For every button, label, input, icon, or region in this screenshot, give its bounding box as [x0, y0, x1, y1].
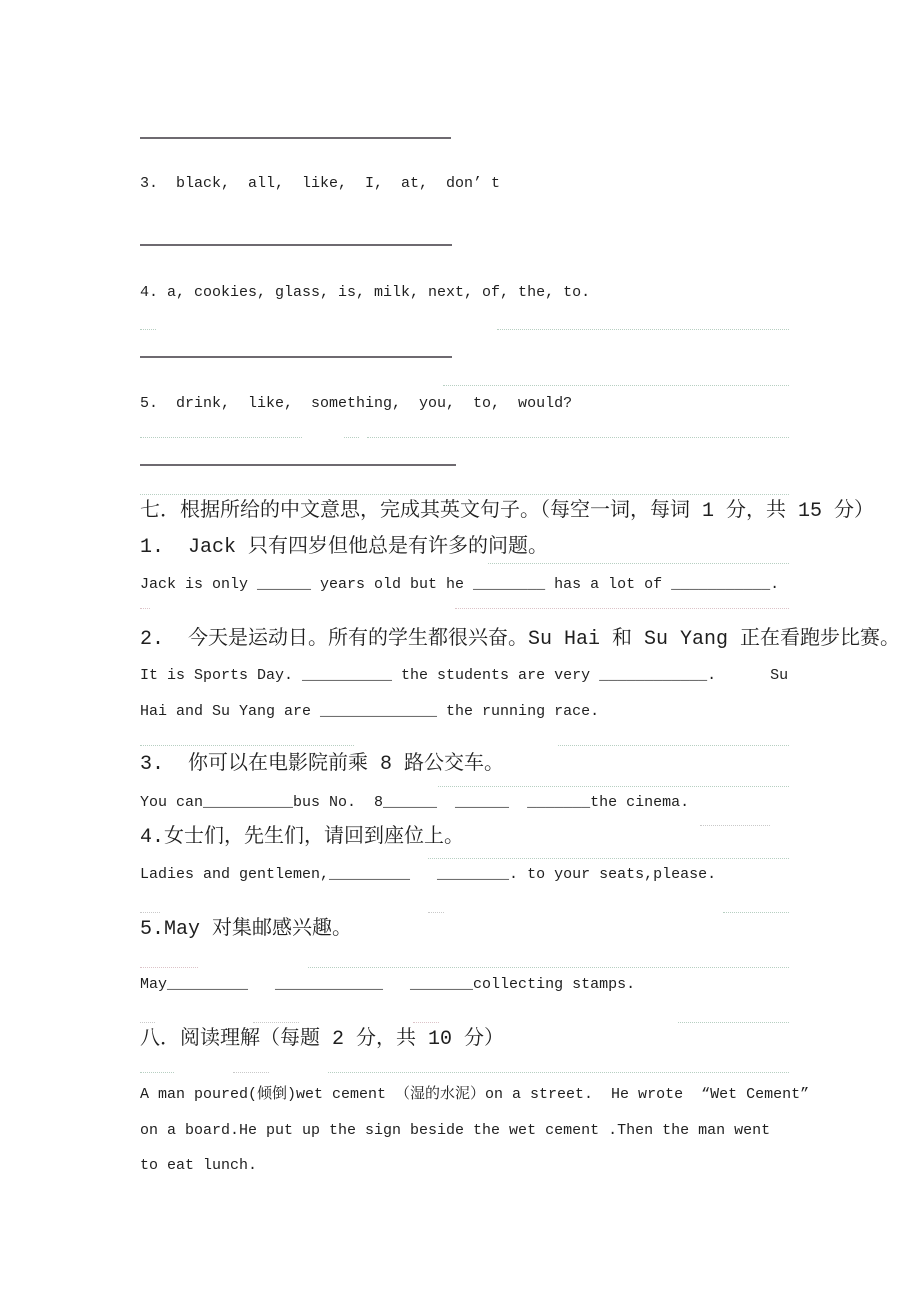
word-order-item: 3. black, all, like, I, at, don’ t	[140, 175, 501, 192]
grid-artifact-line	[140, 967, 198, 968]
grid-artifact-line	[413, 1022, 439, 1023]
grid-artifact-line	[497, 329, 789, 330]
grid-artifact-line	[140, 1022, 155, 1023]
grid-artifact-line	[328, 1072, 789, 1073]
grid-artifact-line	[488, 563, 789, 564]
grid-artifact-line	[438, 786, 789, 787]
grid-artifact-line	[558, 745, 789, 746]
item-2-english-line-2: Hai and Su Yang are _____________ the running race.	[140, 703, 600, 720]
grid-artifact-line	[344, 437, 359, 438]
grid-artifact-line	[140, 329, 156, 330]
item-1-chinese: 1. Jack 只有四岁但他总是有许多的问题。	[140, 536, 549, 559]
grid-artifact-line	[723, 912, 789, 913]
grid-artifact-line	[678, 1022, 789, 1023]
section-seven-heading: 七．根据所给的中文意思，完成其英文句子。（每空一词，每词 1 分，共 15 分）	[140, 500, 875, 523]
item-5-chinese: 5.May 对集邮感兴趣。	[140, 918, 353, 941]
grid-artifact-line	[140, 1072, 174, 1073]
item-2-english-line-1: It is Sports Day. __________ the students are very ____________. Su	[140, 667, 789, 684]
passage-line-3: to eat lunch.	[140, 1157, 258, 1174]
grid-artifact-line	[140, 745, 354, 746]
word-order-item: 4. a, cookies, glass, is, milk, next, of, the, to.	[140, 284, 591, 301]
answer-blank-line	[140, 464, 456, 466]
section-eight-heading: 八．阅读理解（每题 2 分，共 10 分）	[140, 1028, 505, 1051]
answer-blank-line	[140, 244, 452, 246]
grid-artifact-line	[367, 437, 789, 438]
grid-artifact-line	[700, 825, 770, 826]
grid-artifact-line	[443, 385, 789, 386]
grid-artifact-line	[140, 437, 302, 438]
answer-blank-line	[140, 137, 451, 139]
item-3-chinese: 3. 你可以在电影院前乘 8 路公交车。	[140, 753, 505, 776]
grid-artifact-line	[428, 858, 789, 859]
grid-artifact-line	[428, 912, 444, 913]
word-order-item: 5. drink, like, something, you, to, would?	[140, 395, 573, 412]
passage-line-1: A man poured(倾倒)wet cement （湿的水泥）on a street. He wrote “Wet Cement”	[140, 1086, 810, 1103]
item-1-english: Jack is only ______ years old but he ________ has a lot of ___________.	[140, 576, 780, 593]
item-4-chinese: 4.女士们，先生们，请回到座位上。	[140, 826, 465, 849]
grid-artifact-line	[140, 494, 789, 495]
passage-line-2: on a board.He put up the sign beside the wet cement .Then the man went	[140, 1122, 771, 1139]
grid-artifact-line	[455, 608, 789, 609]
grid-artifact-line	[308, 967, 789, 968]
grid-artifact-line	[253, 1022, 299, 1023]
grid-artifact-line	[140, 912, 160, 913]
grid-artifact-line	[233, 1072, 269, 1073]
item-4-english: Ladies and gentlemen,_________ ________. to your seats,please.	[140, 866, 717, 883]
answer-blank-line	[140, 356, 452, 358]
item-3-english: You can__________bus No. 8______ ______ _______the cinema.	[140, 794, 690, 811]
grid-artifact-line	[140, 608, 150, 609]
item-5-english: May_________ ____________ _______collecting stamps.	[140, 976, 636, 993]
item-2-chinese: 2. 今天是运动日。所有的学生都很兴奋。Su Hai 和 Su Yang 正在看跑步比赛。	[140, 628, 901, 651]
